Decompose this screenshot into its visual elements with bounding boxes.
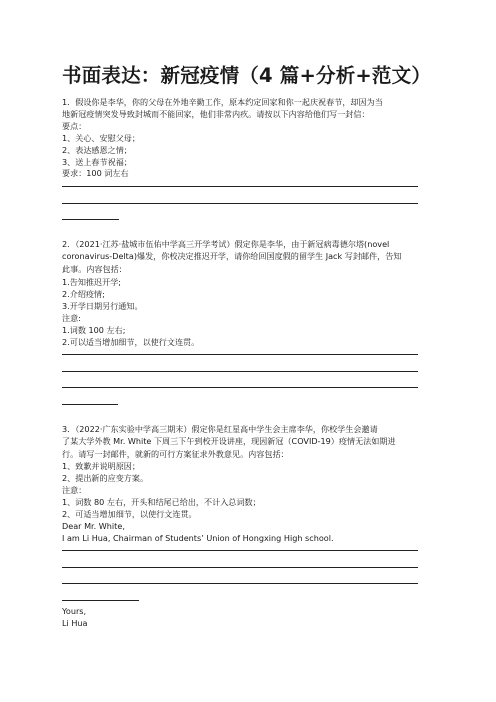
- q2-line: 此事。内容包括：: [62, 264, 127, 274]
- answer-line: [62, 354, 418, 355]
- q1-line: 要求：100 词左右: [62, 168, 129, 178]
- answer-line: [62, 387, 418, 388]
- answer-line: [62, 219, 119, 220]
- q1-line: 1、关心、安慰父母；: [62, 133, 140, 143]
- q3-line: 1、词数 80 左右，开头和结尾已给出，不计入总词数；: [62, 497, 261, 507]
- answer-line: [62, 550, 418, 551]
- letter-signature: Li Hua: [62, 618, 88, 628]
- answer-line: [62, 600, 139, 601]
- q1-line: 要点：: [62, 121, 87, 131]
- letter-salutation: Dear Mr. White,: [62, 521, 125, 531]
- q2-line: 2.可以适当增加细节，以使行文连贯。: [62, 337, 200, 347]
- q2-line: 3.开学日期另行通知。: [62, 301, 143, 311]
- q3-line: 1、致歉并说明原因；: [62, 461, 140, 471]
- q2-line: 2．（2021·江苏·盐城市伍佑中学高三开学考试）假定你是李华，由于新冠病毒德尔塔(novel: [62, 239, 390, 249]
- letter-closing: Yours,: [62, 606, 87, 616]
- answer-line: [62, 567, 418, 568]
- q2-line: 注意:: [62, 313, 81, 323]
- letter-opening: I am Li Hua, Chairman of Students’ Union of Hongxing High school.: [62, 533, 334, 543]
- q3-line: 注意：: [62, 485, 87, 495]
- q3-line: 了某大学外教 Mr. White 下周三下午到校开设讲座，现因新冠（COVID-19）疫情无法如期进: [62, 436, 396, 446]
- answer-line: [62, 186, 418, 187]
- q1-line: 2、表达感恩之情；: [62, 145, 132, 155]
- q2-line: coronavirus-Delta)爆发，你校决定推迟开学，请你给回国度假的留学生 Jack 写封邮件，告知: [62, 251, 402, 261]
- page-title: 书面表达：新冠疫情（4 篇+分析+范文）: [62, 64, 432, 87]
- q2-line: 1.告知推迟开学;: [62, 277, 122, 287]
- answer-line: [62, 583, 418, 584]
- q1-line: 1．假设你是李华，你的父母在外地辛勤工作，原本约定回家和你一起庆祝春节，却因为当: [62, 97, 383, 107]
- q1-line: 3、送上春节祝福；: [62, 157, 132, 167]
- q3-line: 2、可适当增加细节，以使行文连贯。: [62, 509, 197, 519]
- answer-line: [62, 404, 118, 405]
- q3-line: 行。请写一封邮件，就新的可行方案征求外教意见。内容包括：: [62, 449, 289, 459]
- answer-line: [62, 203, 418, 204]
- q2-line: 1.词数 100 左右;: [62, 325, 126, 335]
- q1-line: 地新冠疫情突发导致封城而不能回家，他们非常内疚。请按以下内容给他们写一封信：: [62, 109, 370, 119]
- answer-line: [62, 371, 418, 372]
- q2-line: 2.介绍疫情;: [62, 289, 105, 299]
- q3-line: 2、提出新的应变方案。: [62, 473, 149, 483]
- q3-line: 3．（2022·广东实验中学高三期末）假定你是红星高中学生会主席李华，你校学生会邀请: [62, 424, 378, 434]
